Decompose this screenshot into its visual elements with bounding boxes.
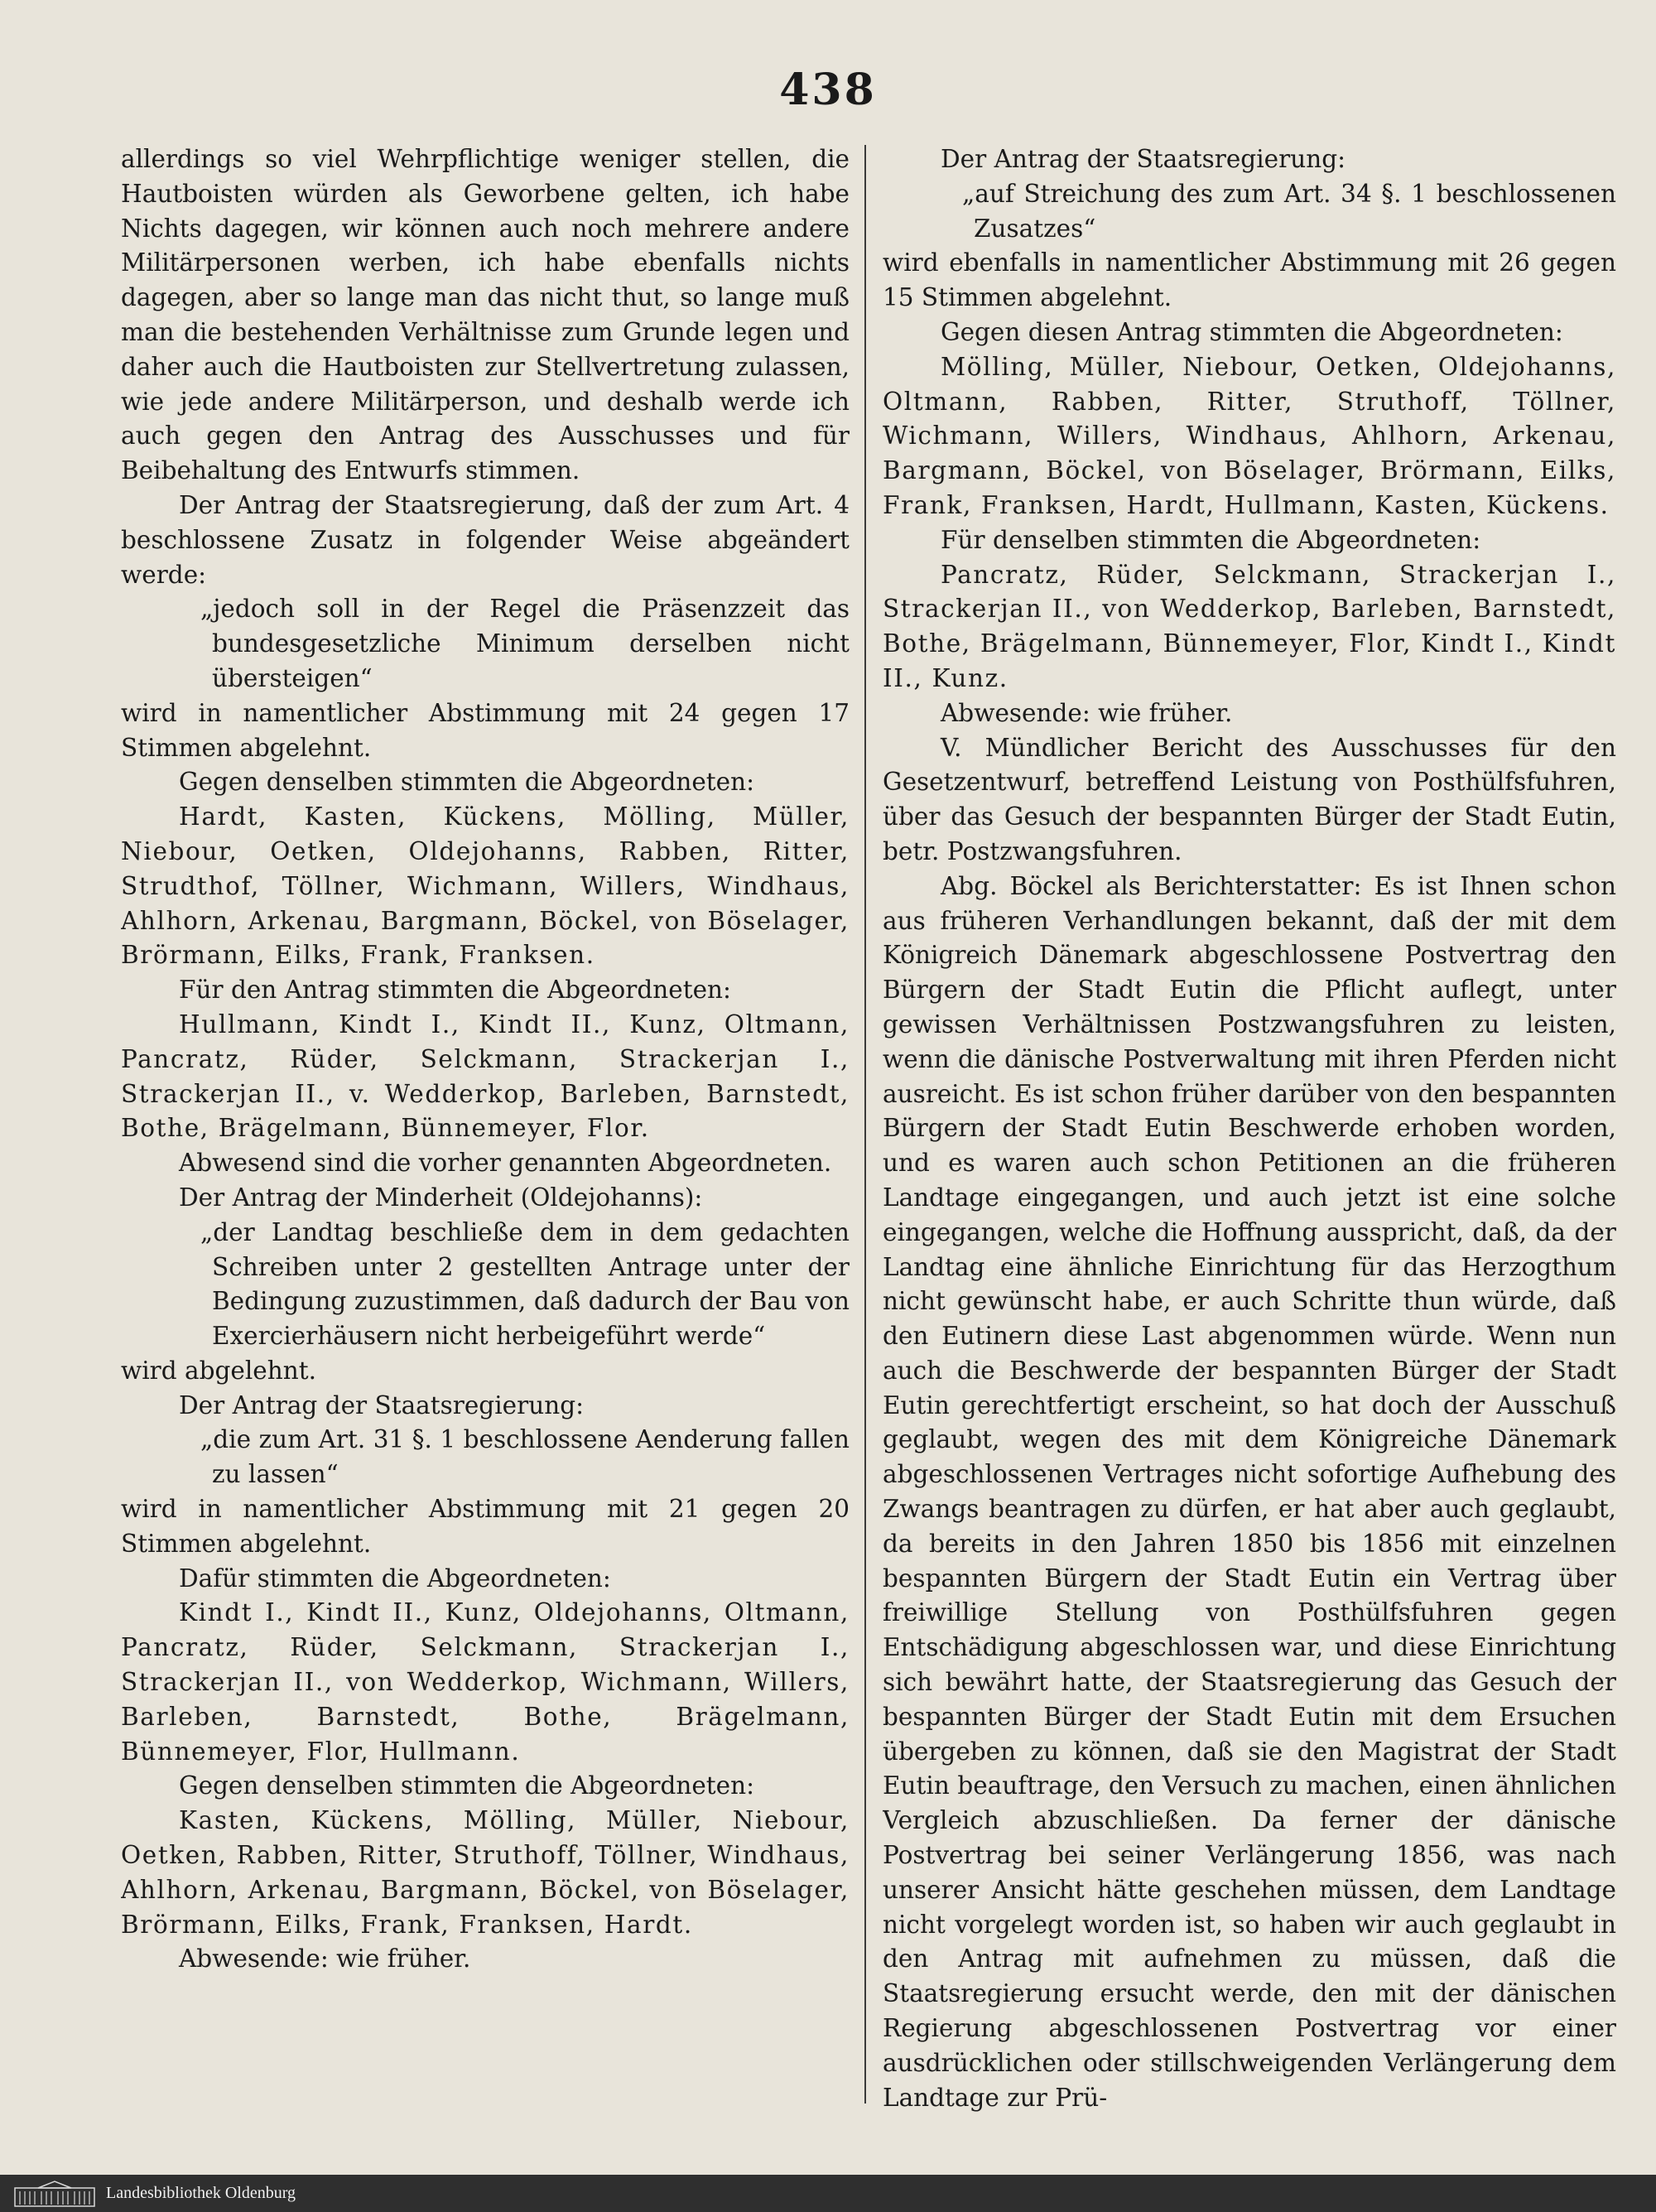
left-paragraph: Hullmann, Kindt I., Kindt II., Kunz, Oltmann, Pancratz, Rüder, Selckmann, Strackerjan I., Strackerjan II., v. Wedderkop, Barleben, Barnstedt, Bothe, Brägelmann, Bünnemeyer, Flor. <box>121 1010 850 1143</box>
left-paragraph: „die zum Art. 31 §. 1 beschlossene Aenderung fallen zu lassen“ <box>200 1425 850 1489</box>
left-paragraph: Dafür stimmten die Abgeordneten: <box>179 1564 611 1593</box>
left-paragraph: Hardt, Kasten, Kückens, Mölling, Müller, Niebour, Oetken, Oldejohanns, Rabben, Ritter, Strudthof, Töllner, Wichmann, Willers, Windhaus, Ahlhorn, Arkenau, Bargmann, Böckel, von Böselager, Brörmann, Eilks, Frank, Franksen. <box>121 802 850 970</box>
right-paragraph: Abwesende: wie früher. <box>941 698 1233 727</box>
right-paragraph: wird ebenfalls in namentlicher Abstimmung mit 26 gegen 15 Stimmen abgelehnt. <box>883 248 1616 312</box>
right-paragraph: Abg. Böckel als Berichterstatter: Es ist Ihnen schon aus früheren Verhandlungen bekannt, daß der mit dem Königreich Dänemark abgeschlossene Postvertrag den Bürgern der Stadt Eutin die Pflicht auflegt, unter gewissen Verhältnissen Postzwangsfuhren zu leisten, wenn die dänische Postverwaltung mit ihren Pferden nicht ausreicht. Es ist schon früher darüber von den bespannten Bürgern der Stadt Eutin Beschwerde erhoben worden, und es waren auch schon Petitionen an die früheren Landtage eingegangen, und auch jetzt ist eine solche eingegangen, welche die Hoffnung ausspricht, daß, da der Landtag eine ähnliche Einrichtung für das Herzogthum nicht gewünscht habe, er auch Schritte thun würde, daß den Eutinern diese Last abgenommen würde. Wenn nun auch die Beschwerde der bespannten Bürger der Stadt Eutin gerechtfertigt erscheint, so hat doch der Ausschuß geglaubt, wegen des mit dem Königreiche Dänemark abgeschlossenen Vertrages nicht sofortige Aufhebung des Zwangs beantragen zu dürfen, er hat aber auch geglaubt, da bereits in den Jahren 1850 bis 1856 mit einzelnen bespannten Bürgern der Stadt Eutin ein Vertrag über freiwillige Stellung von Posthülfsfuhren gegen Entschädigung abgeschlossen war, und diese Einrichtung sich bewährt hatte, der Staatsregierung das Gesuch der bespannten Bürger der Stadt Eutin mit dem Ersuchen übergeben zu können, daß sie den Magistrat der Stadt Eutin beauftrage, den Versuch zu machen, einen ähnlichen Vergleich abzuschließen. Da ferner der dänische Postvertrag bei seiner Verlängerung 1856, was nach unserer Ansicht hätte geschehen müssen, dem Landtage nicht vorgelegt worden ist, so haben wir auch geglaubt in den Antrag mit aufnehmen zu müssen, daß die Staatsregierung ersucht werde, den mit der dänischen Regierung abgeschlossenen Postvertrag vor einer ausdrücklichen oder stillschweigenden Verlängerung dem Landtage zur Prü- <box>883 871 1616 2112</box>
right-paragraph: Der Antrag der Staatsregierung: <box>941 145 1346 173</box>
right-paragraph: Mölling, Müller, Niebour, Oetken, Oldejohanns, Oltmann, Rabben, Ritter, Struthoff, Töllner, Wichmann, Willers, Windhaus, Ahlhorn, Arkenau, Bargmann, Böckel, von Böselager, Brörmann, Eilks, Frank, Franksen, Hardt, Hullmann, Kasten, Kückens. <box>883 352 1616 519</box>
left-column <box>121 142 850 2130</box>
left-paragraph: Gegen denselben stimmten die Abgeordneten: <box>179 768 755 797</box>
left-paragraph: Der Antrag der Staatsregierung, daß der zum Art. 4 beschlossene Zusatz in folgender Weise abgeändert werde: <box>121 490 850 589</box>
left-paragraph: Gegen denselben stimmten die Abgeordneten: <box>179 1771 755 1800</box>
left-paragraph: Kasten, Kückens, Mölling, Müller, Niebour, Oetken, Rabben, Ritter, Struthoff, Töllner, Windhaus, Ahlhorn, Arkenau, Bargmann, Böckel, von Böselager, Brörmann, Eilks, Frank, Franksen, Hardt. <box>121 1806 850 1939</box>
left-paragraph: Der Antrag der Staatsregierung: <box>179 1390 585 1419</box>
right-column <box>883 142 1616 2130</box>
left-paragraph: allerdings so viel Wehrpflichtige weniger stellen, die Hautboisten würden als Geworbene gelten, ich habe Nichts dagegen, wir können auch noch mehrere andere Militärpersonen werben, ich habe ebenfalls nichts dagegen, aber so lange man das nicht thut, so lange muß man die bestehenden Verhältnisse zum Grunde legen und daher auch die Hautboisten zur Stellvertretung zulassen, wie jede andere Militärperson, und deshalb werde ich auch gegen den Antrag des Ausschusses und für Beibehaltung des Entwurfs stimmen. <box>121 145 850 485</box>
left-paragraph: „jedoch soll in der Regel die Präsenzzeit das bundesgesetzliche Minimum derselben nicht übersteigen“ <box>200 595 850 692</box>
left-paragraph: wird abgelehnt. <box>121 1356 316 1385</box>
right-paragraph: Für denselben stimmten die Abgeordneten: <box>941 525 1481 554</box>
page-number: 438 <box>779 65 877 115</box>
left-paragraph: wird in namentlicher Abstimmung mit 21 gegen 20 Stimmen abgelehnt. <box>121 1495 850 1558</box>
library-name: Landesbibliothek Oldenburg <box>106 2184 296 2202</box>
right-paragraph: Gegen diesen Antrag stimmten die Abgeordneten: <box>941 317 1563 346</box>
library-building-icon <box>13 2180 96 2208</box>
left-paragraph: Kindt I., Kindt II., Kunz, Oldejohanns, Oltmann, Pancratz, Rüder, Selckmann, Strackerjan I., Strackerjan II., von Wedderkop, Wichmann, Willers, Barleben, Barnstedt, Bothe, Brägelmann, Bünnemeyer, Flor, Hullmann. <box>121 1598 850 1766</box>
right-paragraph: Pancratz, Rüder, Selckmann, Strackerjan I., Strackerjan II., von Wedderkop, Barleben, Barnstedt, Bothe, Brägelmann, Bünnemeyer, Flor, Kindt I., Kindt II., Kunz. <box>883 560 1616 692</box>
left-paragraph: Der Antrag der Minderheit (Oldejohanns): <box>179 1183 703 1212</box>
column-divider <box>864 145 866 2104</box>
library-footer <box>0 2175 1656 2212</box>
left-paragraph: Abwesend sind die vorher genannten Abgeordneten. <box>179 1149 832 1178</box>
left-paragraph: „der Landtag beschließe dem in dem gedachten Schreiben unter 2 gestellten Antrage unter der Bedingung zuzustimmen, daß dadurch der Bau von Exercierhäusern nicht herbeigeführt werde“ <box>200 1217 850 1351</box>
right-paragraph: V. Mündlicher Bericht des Ausschusses für den Gesetzentwurf, betreffend Leistung von Posthülfsfuhren, über das Gesuch der bespannten Bürger der Stadt Eutin, betr. Postzwangsfuhren. <box>883 733 1616 865</box>
right-paragraph: „auf Streichung des zum Art. 34 §. 1 beschlossenen Zusatzes“ <box>962 179 1616 243</box>
left-paragraph: Für den Antrag stimmten die Abgeordneten: <box>179 976 731 1005</box>
left-paragraph: Abwesende: wie früher. <box>179 1945 471 1973</box>
left-paragraph: wird in namentlicher Abstimmung mit 24 gegen 17 Stimmen abgelehnt. <box>121 698 850 762</box>
